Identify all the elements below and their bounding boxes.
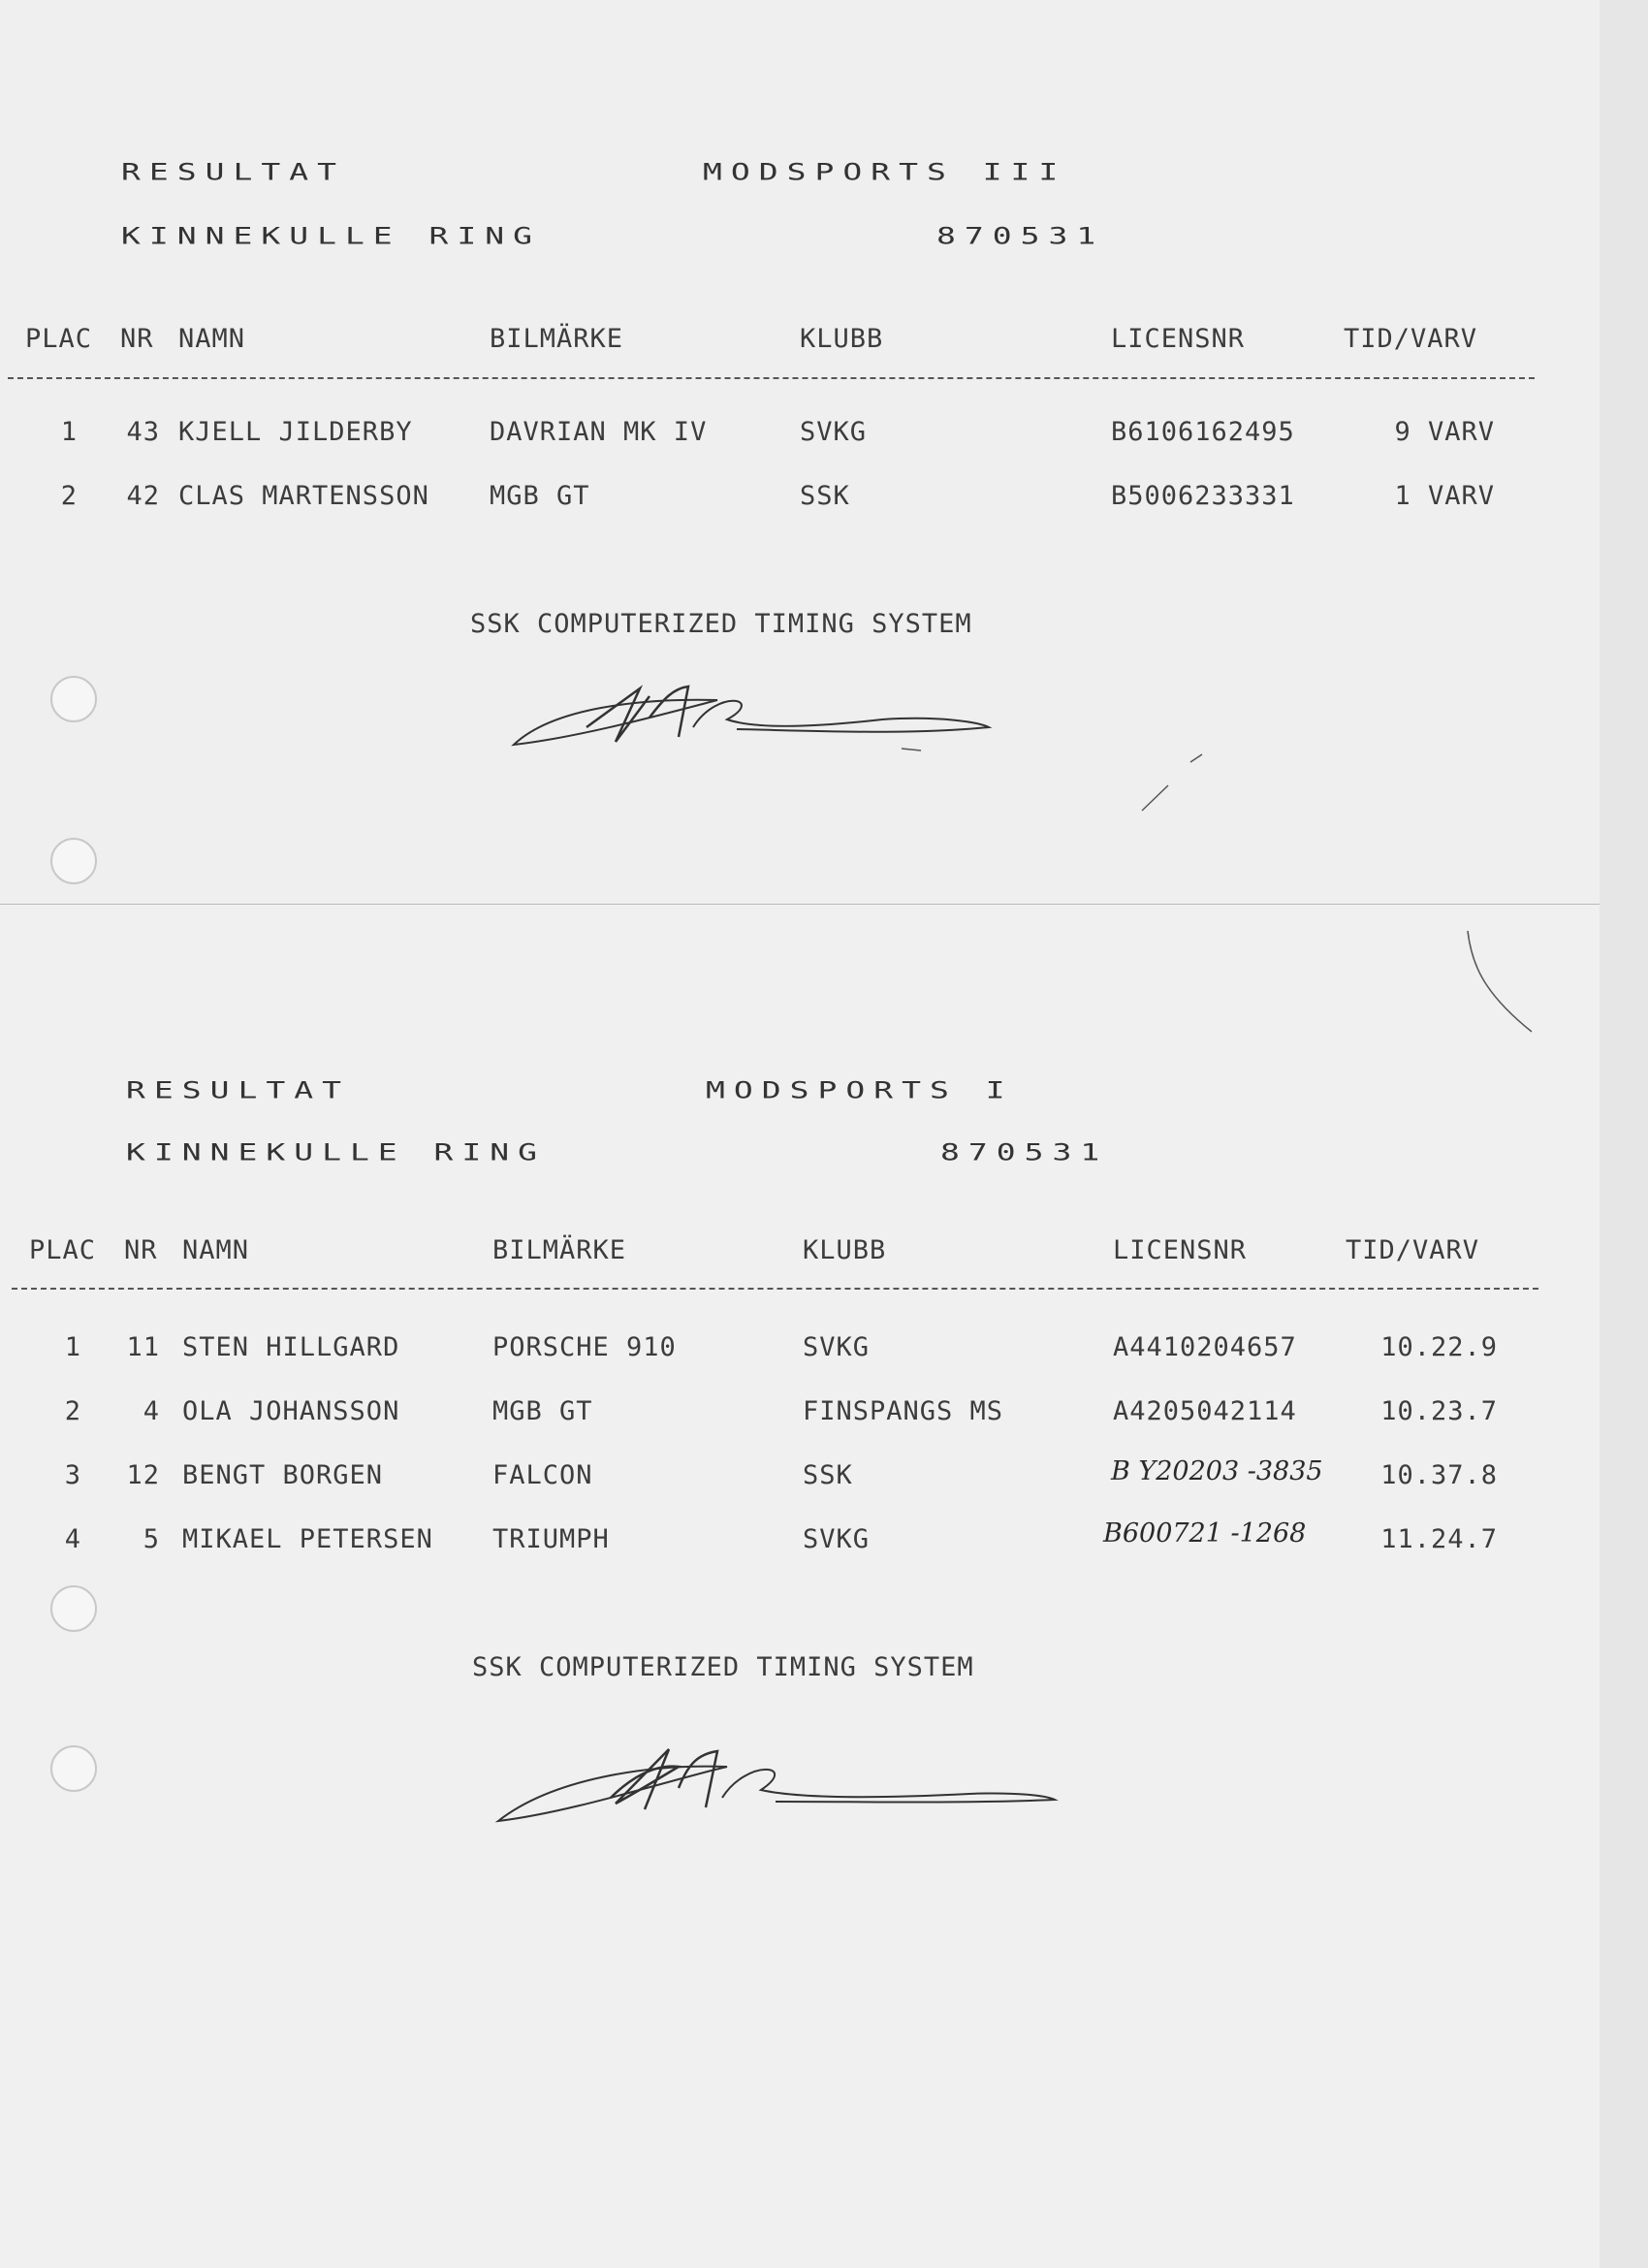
row-namn: MIKAEL PETERSEN [182,1524,433,1554]
binder-hole [50,838,97,884]
row-bilmarke: DAVRIAN MK IV [490,417,708,447]
col-header-nr: NR [124,1235,158,1265]
col-header-namn: NAMN [178,324,246,354]
event-date: 870531 [940,1138,1109,1166]
col-header-bilmarke: BILMÄRKE [490,324,624,354]
col-header-bilmarke: BILMÄRKE [492,1235,627,1265]
row-tid: 1 VARV [1394,481,1495,511]
row-tid: 10.37.8 [1380,1460,1498,1490]
timing-system-footer: SSK COMPUTERIZED TIMING SYSTEM [470,609,972,639]
signature-image [485,1720,1066,1846]
row-licensnr: A4205042114 [1113,1396,1297,1426]
row-tid: 9 VARV [1394,417,1495,447]
col-header-klubb: KLUBB [803,1235,887,1265]
col-header-licensnr: LICENSNR [1111,324,1246,354]
binder-hole [50,1745,97,1792]
row-licensnr: B6106162495 [1111,417,1295,447]
row-namn: BENGT BORGEN [182,1460,384,1490]
row-bilmarke: MGB GT [492,1396,593,1426]
row-plac: 1 [60,417,78,447]
result-sheet-modsports-i [0,906,1600,2268]
pen-mark [1134,747,1212,815]
row-klubb: SSK [800,481,850,511]
row-namn: STEN HILLGARD [182,1332,400,1362]
row-nr: 42 [126,481,160,511]
row-bilmarke: MGB GT [490,481,590,511]
row-licensnr-handwritten: B600721 -1268 [1103,1518,1307,1549]
row-klubb: FINSPANGS MS [803,1396,1004,1426]
track-name: KINNEKULLE RING [126,1138,547,1166]
col-header-plac: PLAC [29,1235,97,1265]
col-header-namn: NAMN [182,1235,250,1265]
binder-hole [50,1585,97,1632]
header-divider [8,377,1535,379]
col-header-licensnr: LICENSNR [1113,1235,1248,1265]
header-divider [12,1288,1538,1290]
result-label: RESULTAT [121,158,345,186]
binder-hole [50,676,97,722]
row-plac: 3 [64,1460,81,1490]
page-edge [1600,0,1648,2268]
track-name: KINNEKULLE RING [121,222,542,250]
col-header-klubb: KLUBB [800,324,884,354]
row-nr: 4 [143,1396,160,1426]
row-klubb: SSK [803,1460,853,1490]
row-klubb: SVKG [803,1332,871,1362]
class-name: MODSPORTS I [706,1076,1014,1104]
signature-image [494,659,1037,776]
row-tid: 11.24.7 [1380,1524,1498,1554]
row-tid: 10.23.7 [1380,1396,1498,1426]
col-header-plac: PLAC [25,324,93,354]
class-name: MODSPORTS III [703,158,1067,186]
row-nr: 5 [143,1524,160,1554]
row-plac: 1 [64,1332,81,1362]
row-plac: 2 [64,1396,81,1426]
row-nr: 12 [126,1460,160,1490]
row-klubb: SVKG [800,417,868,447]
row-licensnr: B5006233331 [1111,481,1295,511]
row-bilmarke: FALCON [492,1460,593,1490]
result-sheet-modsports-iii [0,0,1600,905]
timing-system-footer: SSK COMPUTERIZED TIMING SYSTEM [472,1652,974,1682]
col-header-nr: NR [120,324,154,354]
row-namn: KJELL JILDERBY [178,417,413,447]
row-licensnr-handwritten: B Y20203 -3835 [1111,1456,1323,1486]
row-klubb: SVKG [803,1524,871,1554]
pen-mark [1454,925,1541,1041]
col-header-tid: TID/VARV [1344,324,1478,354]
row-namn: CLAS MARTENSSON [178,481,429,511]
row-nr: 43 [126,417,160,447]
row-bilmarke: TRIUMPH [492,1524,610,1554]
col-header-tid: TID/VARV [1346,1235,1480,1265]
row-bilmarke: PORSCHE 910 [492,1332,677,1362]
row-nr: 11 [126,1332,160,1362]
row-plac: 2 [60,481,78,511]
row-namn: OLA JOHANSSON [182,1396,400,1426]
row-licensnr: A4410204657 [1113,1332,1297,1362]
event-date: 870531 [936,222,1105,250]
result-label: RESULTAT [126,1076,350,1104]
row-tid: 10.22.9 [1380,1332,1498,1362]
row-plac: 4 [64,1524,81,1554]
